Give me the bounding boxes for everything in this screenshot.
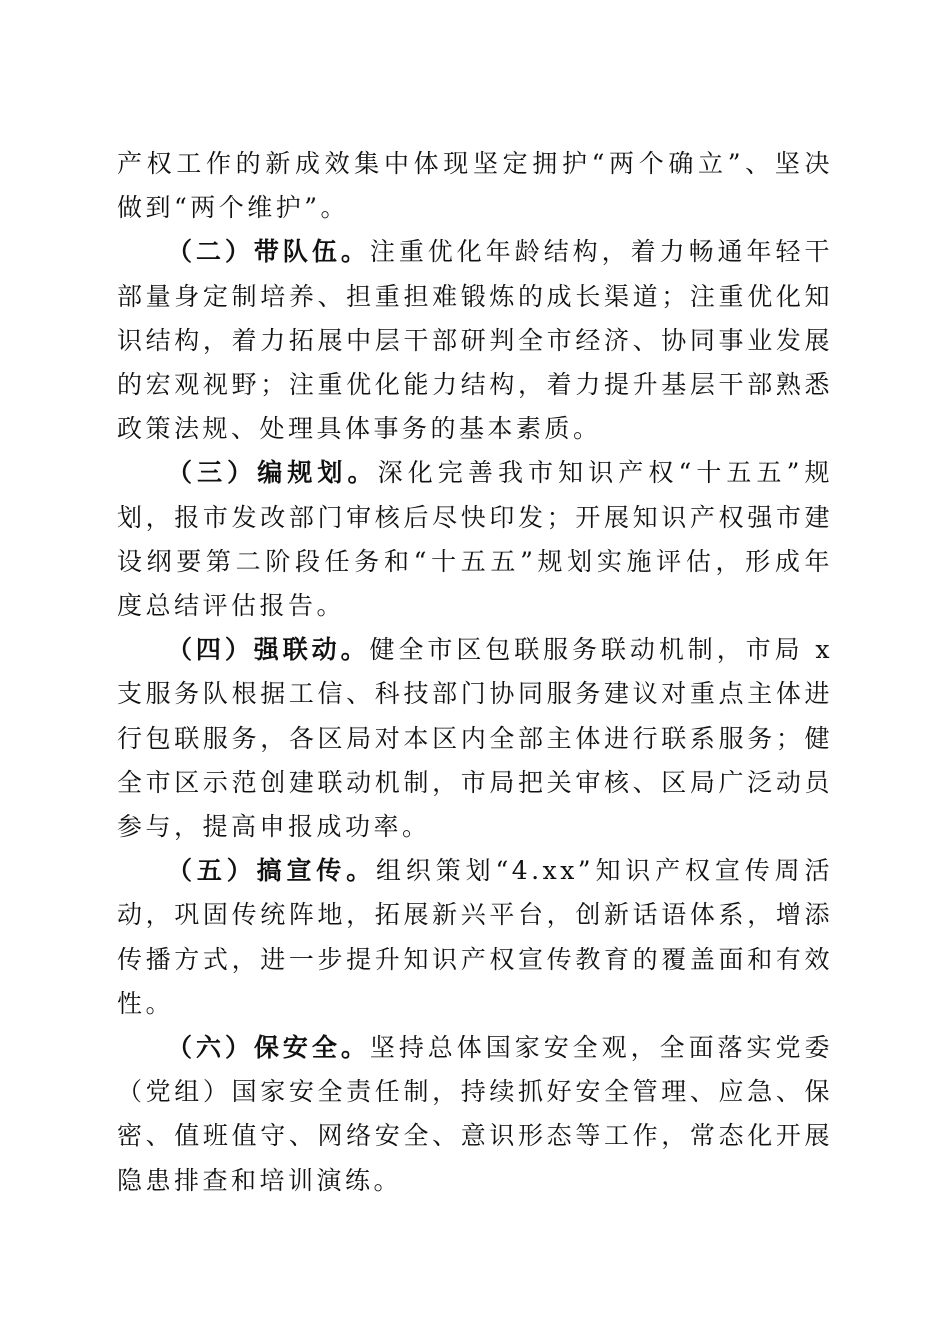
document-page: [117, 142, 833, 1203]
paragraph-body: 坚持总体国家安全观，全面落实党委（党组）国家安全责任制，持续抓好安全管理、应急、保密、值班值守、网络安全、意识形态等工作，常态化开展隐患排查和培训演练。: [117, 1033, 833, 1195]
paragraph-body: 组织策划“4.xx”知识产权宣传周活动，巩固传统阵地，拓展新兴平台，创新话语体系，增添传播方式，进一步提升知识产权宣传教育的覆盖面和有效性。: [117, 856, 833, 1018]
section-heading: （五）搞宣传。: [167, 856, 377, 886]
paragraph-body: 深化完善我市知识产权“十五五”规划，报市发改部门审核后尽快印发；开展知识产权强市建设纲要第二阶段任务和“十五五”规划实施评估，形成年度总结评估报告。: [117, 458, 833, 621]
section-heading: （六）保安全。: [167, 1033, 370, 1063]
paragraph-body: 健全市区包联服务联动机制，市局 x 支服务队根据工信、科技部门协同服务建议对重点主体进行包联服务，各区局对本区内全部主体进行联系服务；健全市区示范创建联动机制，市局把关审核、区局广泛动员参与，提高申报成功率。: [117, 635, 833, 842]
paragraph-dai-dui-wu: [117, 230, 833, 451]
paragraph-qiang-lian-dong: [117, 628, 833, 849]
paragraph-bian-gui-hua: [117, 451, 833, 628]
paragraph-bao-an-quan: [117, 1026, 833, 1203]
section-heading: （二）带队伍。: [167, 237, 370, 267]
section-heading: （三）编规划。: [167, 458, 378, 488]
paragraph-continuation: [117, 142, 833, 230]
paragraph-body: 产权工作的新成效集中体现坚定拥护“两个确立”、坚决做到“两个维护”。: [117, 149, 833, 223]
section-heading: （四）强联动。: [167, 635, 370, 665]
paragraph-gao-xuan-chuan: [117, 849, 833, 1026]
paragraph-body: 注重优化年龄结构，着力畅通年轻干部量身定制培养、担重担难锻炼的成长渠道；注重优化知识结构，着力拓展中层干部研判全市经济、协同事业发展的宏观视野；注重优化能力结构，着力提升基层干部熟悉政策法规、处理具体事务的基本素质。: [117, 237, 833, 444]
